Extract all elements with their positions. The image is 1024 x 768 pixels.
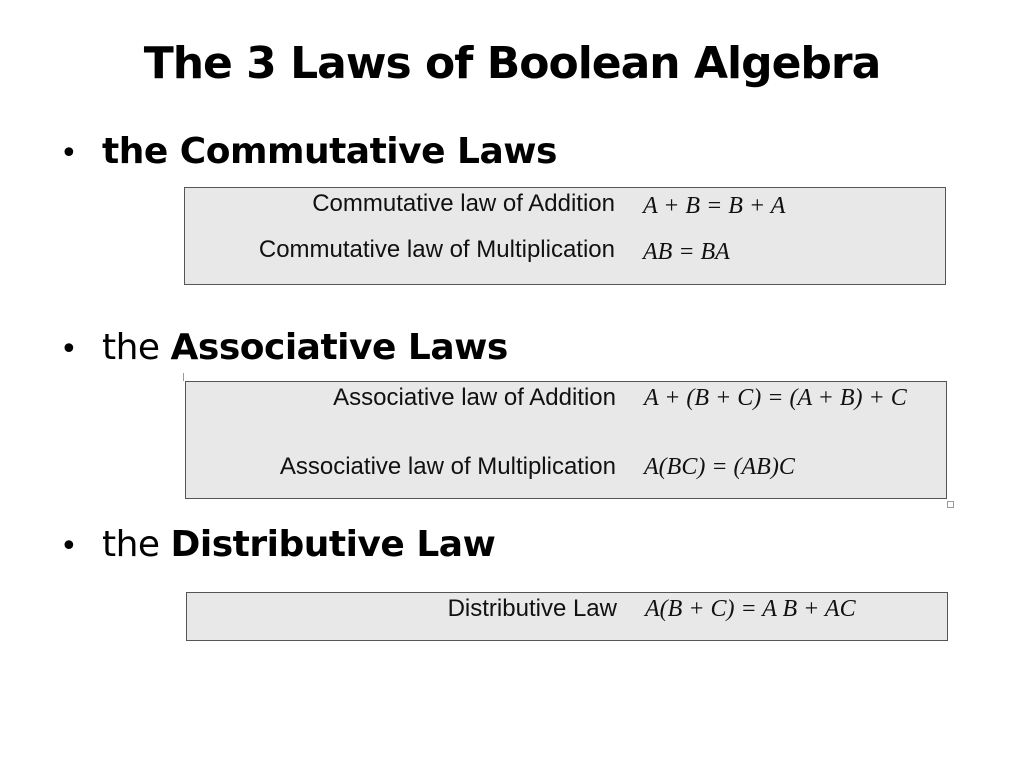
- distributive-law-box: [186, 592, 948, 641]
- law-formula: A(B + C) = A B + AC: [645, 596, 856, 622]
- bullet-heading: Associative Laws: [170, 327, 508, 368]
- law-formula: A + (B + C) = (A + B) + C: [644, 385, 907, 411]
- slide-title: The 3 Laws of Boolean Algebra: [143, 38, 881, 89]
- law-name: Associative law of Addition: [333, 384, 616, 411]
- law-name: Commutative law of Addition: [312, 190, 615, 217]
- bullet-commutative-laws: [60, 128, 557, 178]
- bullet-heading: the Commutative Laws: [102, 131, 557, 172]
- bullet-associative-laws: [60, 324, 508, 374]
- bullet-heading: Distributive Law: [170, 524, 496, 565]
- bullet-prefix: the: [102, 524, 171, 565]
- bullet-prefix: the: [102, 327, 171, 368]
- selection-tick: [183, 373, 184, 381]
- law-formula: A + B = B + A: [643, 193, 786, 219]
- commutative-laws-box: [184, 187, 946, 285]
- bullet-marker: •: [60, 529, 78, 564]
- bullet-marker: •: [60, 332, 78, 367]
- bullet-distributive-law: [60, 521, 495, 571]
- law-name: Commutative law of Multiplication: [258, 236, 615, 263]
- bullet-marker: •: [60, 136, 78, 171]
- law-formula: A(BC) = (AB)C: [644, 454, 795, 480]
- law-name: Distributive Law: [447, 595, 617, 622]
- law-formula: AB = BA: [643, 239, 730, 265]
- law-name: Associative law of Multiplication: [279, 453, 616, 480]
- associative-laws-box: [185, 381, 947, 499]
- resize-handle[interactable]: [947, 501, 954, 508]
